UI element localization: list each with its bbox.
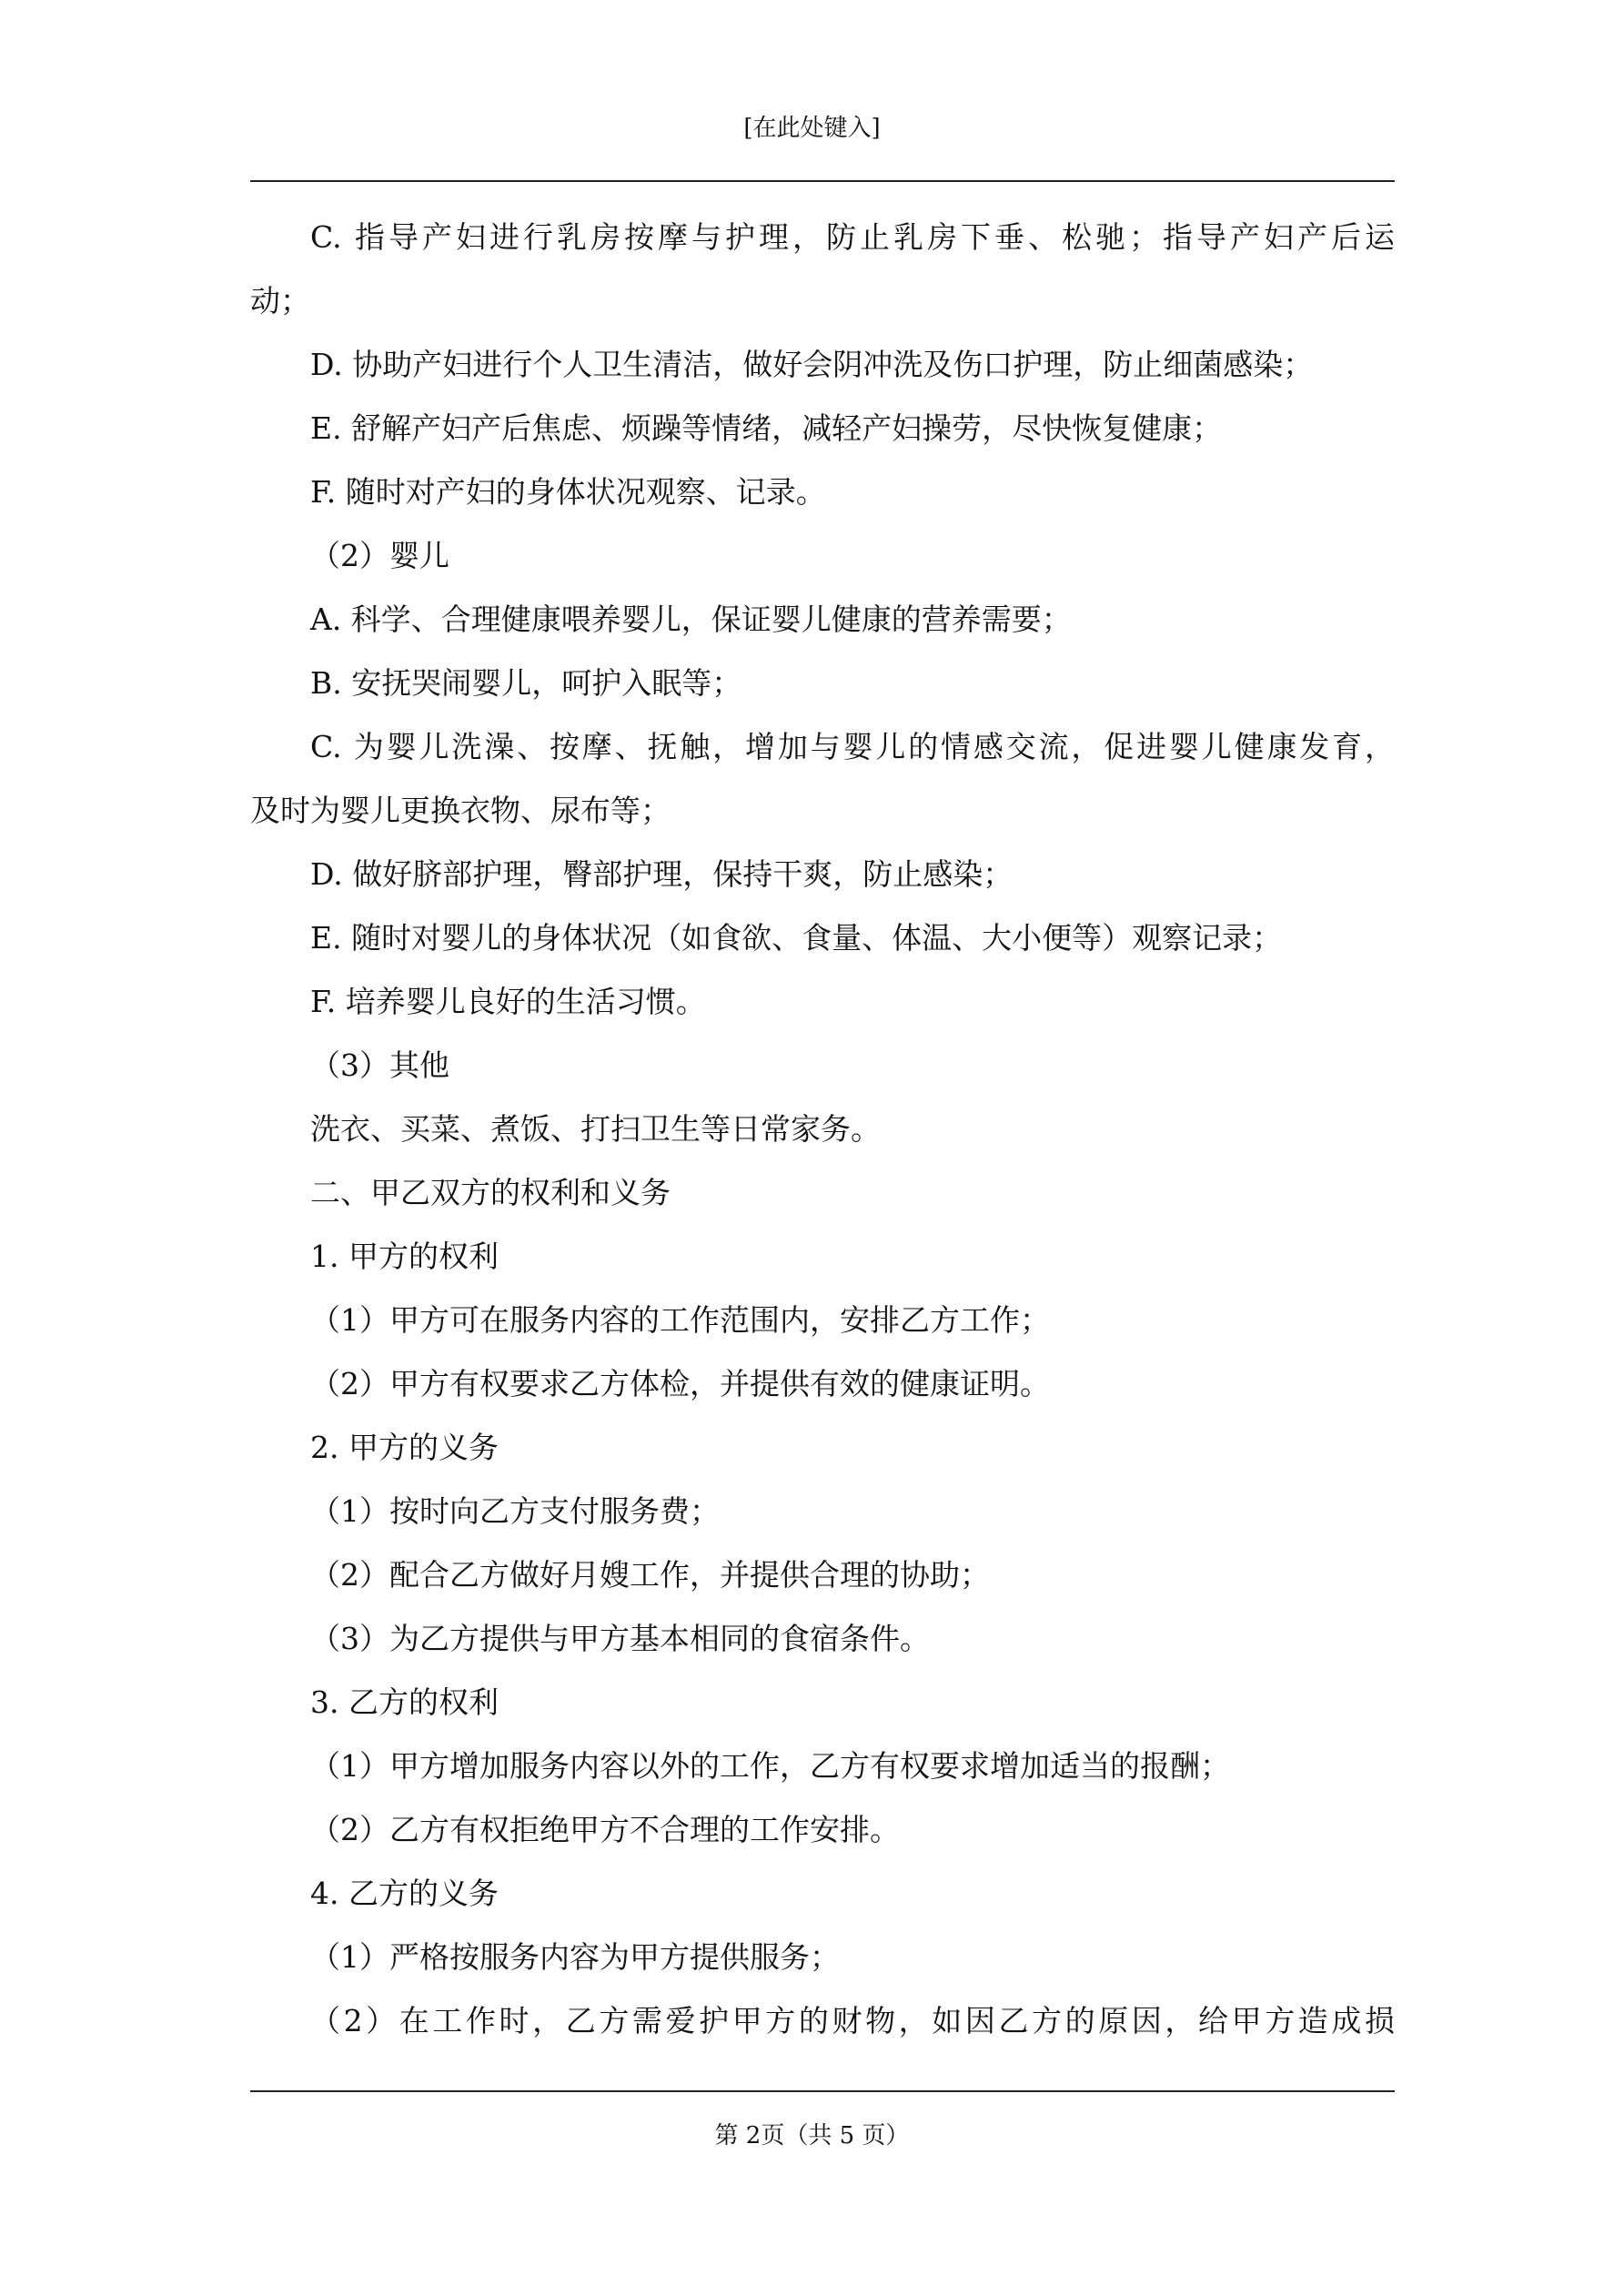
body-line: F. 培养婴儿良好的生活习惯。 xyxy=(310,984,706,1019)
body-line: （2）甲方有权要求乙方体检，并提供有效的健康证明。 xyxy=(310,1366,1050,1401)
footer-rule xyxy=(250,2090,1395,2092)
body-line: （1）甲方增加服务内容以外的工作，乙方有权要求增加适当的报酬； xyxy=(310,1748,1230,1784)
body-line: E. 随时对婴儿的身体状况（如食欲、食量、体温、大小便等）观察记录； xyxy=(310,920,1283,956)
body-line: C. 为婴儿洗澡、按摩、抚触，增加与婴儿的情感交流，促进婴儿健康发育， xyxy=(310,729,1395,764)
body-line: （3）为乙方提供与甲方基本相同的食宿条件。 xyxy=(310,1621,930,1656)
body-line: 2. 甲方的义务 xyxy=(310,1430,499,1465)
page-header: [在此处键入] xyxy=(743,115,881,142)
body-line: （1）严格按服务内容为甲方提供服务； xyxy=(310,1939,840,1975)
body-line: D. 做好脐部护理，臀部护理，保持干爽，防止感染； xyxy=(310,856,1014,892)
header-rule xyxy=(250,180,1395,182)
body-line: B. 安抚哭闹婴儿，呵护入眠等； xyxy=(310,665,742,701)
body-line: 洗衣、买菜、煮饭、打扫卫生等日常家务。 xyxy=(310,1111,881,1147)
document-body xyxy=(250,206,1395,2053)
body-line: 4. 乙方的义务 xyxy=(310,1876,499,1911)
body-line: （2）乙方有权拒绝甲方不合理的工作安排。 xyxy=(310,1812,900,1847)
body-line: 及时为婴儿更换衣物、尿布等； xyxy=(250,793,671,828)
body-line: E. 舒解产妇产后焦虑、烦躁等情绪，减轻产妇操劳，尽快恢复健康； xyxy=(310,410,1223,446)
body-line: D. 协助产妇进行个人卫生清洁，做好会阴冲洗及伤口护理，防止细菌感染； xyxy=(310,347,1314,382)
body-line: 1. 甲方的权利 xyxy=(310,1239,499,1274)
body-line: 3. 乙方的权利 xyxy=(310,1684,499,1720)
body-line: 二、甲乙双方的权利和义务 xyxy=(310,1175,671,1210)
page-footer: 第 2页（共 5 页） xyxy=(714,2122,910,2149)
body-line: （2）婴儿 xyxy=(310,538,449,573)
body-line: （1）甲方可在服务内容的工作范围内，安排乙方工作； xyxy=(310,1302,1050,1338)
body-line: A. 科学、合理健康喂养婴儿，保证婴儿健康的营养需要； xyxy=(310,602,1072,637)
body-line: C. 指导产妇进行乳房按摩与护理，防止乳房下垂、松驰；指导产妇产后运 xyxy=(310,219,1395,255)
body-line: F. 随时对产妇的身体状况观察、记录。 xyxy=(310,474,826,510)
body-line: 动； xyxy=(250,283,310,319)
body-line: （1）按时向乙方支付服务费； xyxy=(310,1493,720,1529)
body-line: （3）其他 xyxy=(310,1047,449,1083)
body-line: （2）配合乙方做好月嫂工作，并提供合理的协助； xyxy=(310,1557,990,1593)
body-line: （2）在工作时，乙方需爱护甲方的财物，如因乙方的原因，给甲方造成损 xyxy=(310,2003,1395,2038)
